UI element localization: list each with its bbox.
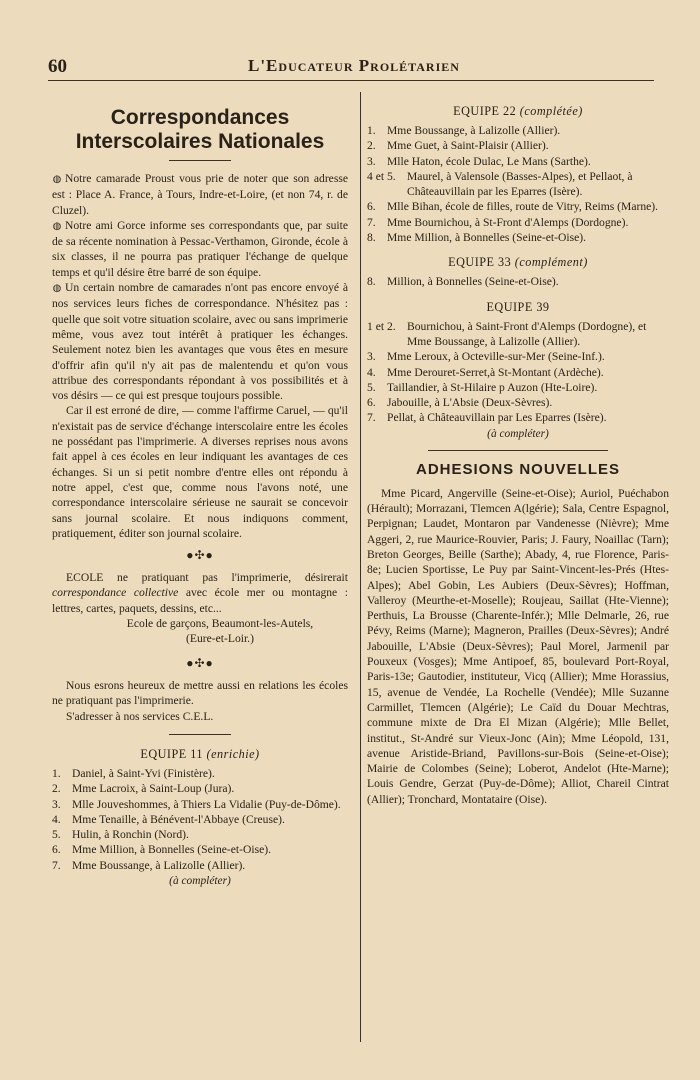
item-number: 3.: [367, 350, 376, 364]
item-number: 8.: [367, 231, 376, 245]
journal-title: L'Educateur Prolétarien: [248, 56, 460, 75]
adhesions-title: ADHESIONS NOUVELLES: [415, 460, 621, 478]
item-text: Daniel, à Saint-Yvi (Finistère).: [72, 766, 215, 780]
list-item: [367, 410, 669, 425]
item-text: Mme Million, à Bonnelles (Seine-et-Oise).: [387, 231, 586, 245]
equipe-39-list: [367, 319, 669, 426]
item-number: 4.: [367, 365, 376, 379]
list-item: [367, 274, 669, 289]
list-item: [367, 123, 669, 138]
item-text: Pellat, à Châteauvillain par Les Eparres (Isère).: [387, 411, 607, 425]
list-item: [52, 781, 348, 796]
ecole-text-em: correspondance collective: [52, 586, 179, 600]
item-text: Mme Tenaille, à Bénévent-l'Abbaye (Creuse).: [72, 812, 285, 826]
equipe-11-note: (enrichie): [206, 746, 260, 761]
equipe-22-note: (complétée): [519, 104, 583, 118]
item-number: 6.: [52, 843, 61, 857]
paragraph-services: S'adresser à nos services C.E.L.: [66, 709, 214, 723]
ornament-icon: ●✣●: [186, 656, 214, 671]
equipe-33-title: [367, 255, 669, 270]
ecole-text-a: ECOLE ne pratiquant pas l'imprimerie, désirerait: [66, 571, 348, 585]
list-item: [52, 766, 348, 781]
equipe-22-list: [367, 123, 669, 245]
paragraph-ecole: [52, 570, 348, 616]
list-item: [367, 154, 669, 169]
list-item: [367, 380, 669, 395]
equipe-11-title: [52, 747, 348, 762]
ecole-text-b: avec école mer ou montagne : lettres, cartes, paquets, dessins, etc...: [52, 586, 349, 615]
equipe-22-title: [367, 104, 669, 119]
list-item: [367, 349, 669, 364]
header-rule: [48, 80, 654, 81]
right-column: [367, 100, 669, 807]
item-number: 1.: [52, 766, 61, 780]
item-text: Mme Guet, à Saint-Plaisir (Allier).: [387, 139, 549, 153]
item-number: 3.: [52, 797, 61, 811]
item-number: 2.: [52, 782, 61, 796]
item-number: 8.: [367, 275, 376, 289]
page-number: 60: [48, 56, 67, 77]
column-divider: [360, 92, 361, 1042]
item-text: Jabouille, à L'Absie (Deux-Sèvres).: [387, 396, 553, 410]
item-number: 2.: [367, 139, 376, 153]
paragraph-caruel: Car il est erroné de dire, — comme l'affirme Caruel, — qu'il n'existait pas de service d'échange interscolaire entre les écoles ne possédant pas l'imprimerie. A diverses reprises nous avons fait appel à ces écoles en leur indiquant les avantages de ces échanges. Si un si petit nombre d'entre elles ont répondu à notre appel, c'est que, comme nous l'avons noté, une correspondance interscolaire sérieuse ne saurait se concevoir sans journal scolaire. Et nous indiquons comment, pratiquement, éditer son journal scolaire.: [52, 404, 348, 540]
bullet-icon: ◍: [52, 283, 62, 295]
item-number: 7.: [52, 858, 61, 872]
item-text: Mme Million, à Bonnelles (Seine-et-Oise).: [72, 843, 271, 857]
item-text: Mlle Bihan, école de filles, route de Vitry, Reims (Marne).: [387, 200, 659, 214]
left-column: [52, 100, 348, 887]
item-number: 6.: [367, 396, 376, 410]
ornament-icon: ●✣●: [186, 548, 214, 563]
item-number: 7.: [367, 215, 376, 229]
item-number: 5.: [52, 828, 61, 842]
list-item: [367, 169, 669, 200]
paragraph-text: Notre camarade Proust vous prie de noter que son adresse est : Place A. France, à Tours, Indre-et-Loire, (et non 74, r. de Cluzel).: [52, 172, 348, 217]
list-item: [52, 842, 348, 857]
equipe-11-list: [52, 766, 348, 873]
list-item: [367, 138, 669, 153]
paragraph-fiches: [52, 280, 348, 403]
ecole-signature-1: Ecole de garçons, Beaumont-les-Autels,: [126, 617, 314, 631]
list-item: [52, 797, 348, 812]
item-number: 4.: [52, 812, 61, 826]
item-text: Mlle Jouveshommes, à Thiers La Vidalie (Puy-de-Dôme).: [72, 797, 341, 811]
section-rule: [169, 734, 231, 735]
item-number: 1 et 2.: [367, 319, 396, 333]
item-number: 1.: [367, 124, 376, 137]
item-number: 7.: [367, 411, 376, 425]
equipe-11-label: EQUIPE 11: [140, 746, 203, 761]
item-text: Mme Lacroix, à Saint-Loup (Jura).: [72, 782, 235, 796]
paragraph-proust: [52, 171, 348, 218]
item-text: Mme Bournichou, à St-Front d'Alemps (Dordogne).: [387, 215, 629, 229]
ecole-signature-2: (Eure-et-Loir.): [186, 632, 254, 646]
paragraph-relations: Nous esrons heureux de mettre aussi en relations les écoles ne pratiquant pas l'imprimerie.: [52, 679, 348, 708]
list-item: [367, 395, 669, 410]
equipe-39-title: EQUIPE 39: [486, 299, 550, 314]
paragraph-gorce: [52, 218, 348, 280]
bullet-icon: ◍: [52, 174, 62, 185]
item-text: Taillandier, à St-Hilaire p Auzon (Hte-Loire).: [387, 380, 598, 394]
equipe-22-label: EQUIPE 22: [453, 104, 517, 118]
list-item: [367, 230, 669, 245]
list-item: [52, 858, 348, 873]
paragraph-text: Notre ami Gorce informe ses correspondants que, par suite de sa récente nomination à Pessac-Verthamon, Gironde, école à six classes, il ne pourra pas pratiquer l'échange de quelque temps et qu'il désire être barré de son équipe.: [52, 218, 348, 279]
list-item: [367, 199, 669, 214]
equipe-11-footer: (à compléter): [169, 874, 231, 887]
equipe-33-list: [367, 274, 669, 289]
list-item: [367, 365, 669, 380]
adhesions-text: Mme Picard, Angerville (Seine-et-Oise); Auriol, Puéchabon (Hérault); Morrazani, Tlemcen A(lgérie); Sala, Centre Espagnol, Perpignan; Laudet, Montaron par Vandenesse (Nièvre); Mme Aggeri, 2, rue Maurice-Rouvier, Paris; J. Faury, Noaillac (Tarn); Breton Georges, Beille (Sarthe); Abady, 4, rue Florence, Paris-8e; Lucien Sportisse, Le Puy par Saint-Vincent-les-Prés (Htes-Alpes); Abel Gobin, Les Aubiers (Deux-Sèvres); Hoffman, Valleroy (Meurthe-et-Moselle); Roujeau, Saillat (Hte-Vienne); Perthuis, La Brousse (Charente-Infér.); Mlle Delmarle, 26, rue Pévy, Reims (Marne); Magneron, Prailles (Deux-Sèvres); André Jabouille, L'Absie (Deux-Sèvres); Paul Morel, Jarmenil par Pouxeux (Vosges); Mme Antipoef, 85, boulevard Port-Royal, Paris-13e; Gautodier, instituteur, Vicq (Allier); Mme Horassius, 15, avenue de Vendée, La Rochelle (Vendée); Mlle Suzanne Carmillet, Tlemcen (Algérie); Le Caïd du Douar Mechtras, commune mixte de Dra El Mizan (Algérie); Mlle Bellet, institut., St-André sur Vieux-Jonc (Ain); Mme Léopold, 131, avenue Aristide-Briand, Pavillons-sur-Bois (Seine-et-Oise); Mairie de Colombes (Seine); Loberot, Andelot (Hte-Marne); Louis Gendre, Gerzat (Puy-de-Dôme); Alliot, Chareil Cintrat (Allier); Tronchard, Montataire (Oise).: [367, 486, 669, 806]
equipe-39-footer: (à compléter): [487, 427, 549, 440]
item-number: 3.: [367, 154, 376, 168]
equipe-33-note: (complément): [514, 255, 588, 270]
list-item: [52, 812, 348, 827]
item-text: Mme Derouret-Serret,à St-Montant (Ardèche).: [387, 365, 604, 379]
item-text: Mme Boussange, à Lalizolle (Allier).: [387, 124, 561, 137]
paragraph-text: Un certain nombre de camarades n'ont pas encore envoyé à nos services leurs fiches de correspondance. N'hésitez pas : quelle que soit votre situation scolaire, avec ou sans imprimerie même, vous avez tout intérêt à pratiquer les échanges. Seulement notez bien les avantages que vous êtes en mesure d'offrir afin qu'il n'y ait pas de malentendu et qu'on vous attribue des correspondants répondant à vos possibilités et à vos désirs — ce qui est presque toujours possible.: [52, 281, 348, 403]
item-number: 4 et 5.: [367, 169, 396, 183]
section-rule: [428, 450, 608, 451]
item-number: 5.: [367, 380, 376, 394]
title-rule: [169, 160, 231, 161]
item-text: Mme Leroux, à Octeville-sur-Mer (Seine-Inf.).: [387, 350, 605, 364]
item-text: Mlle Haton, école Dulac, Le Mans (Sarthe).: [387, 154, 591, 168]
item-number: 6.: [367, 200, 376, 214]
list-item: [367, 215, 669, 230]
list-item: [52, 827, 348, 842]
item-text: Maurel, à Valensole (Basses-Alpes), et Pellaot, à Châteauvillain par les Eparres (Isère).: [407, 169, 633, 199]
equipe-33-label: EQUIPE 33: [448, 255, 512, 270]
list-item: [367, 319, 669, 350]
item-text: Hulin, à Ronchin (Nord).: [72, 828, 189, 842]
article-title: Correspondances Interscolaires Nationales: [75, 106, 325, 153]
item-text: Bournichou, à Saint-Front d'Alemps (Dordogne), et Mme Boussange, à Lalizolle (Allier).: [407, 319, 647, 348]
bullet-icon: ◍: [52, 220, 62, 232]
item-text: Million, à Bonnelles (Seine-et-Oise).: [387, 275, 559, 289]
item-text: Mme Boussange, à Lalizolle (Allier).: [72, 858, 246, 872]
